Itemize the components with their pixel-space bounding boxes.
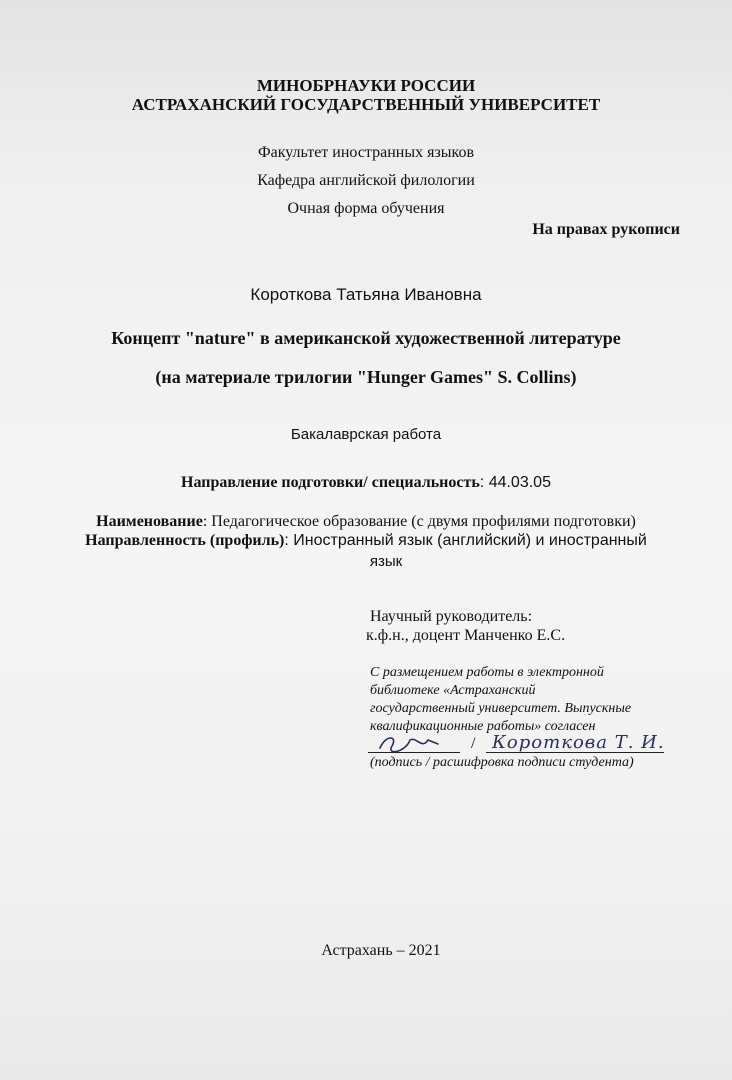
consent-line4: квалификационные работы» согласен	[370, 719, 596, 734]
department-line: Кафедра английской филологии	[257, 172, 475, 189]
specialty-value: : 44.03.05	[479, 474, 551, 491]
signature-caption: (подпись / расшифровка подписи студента)	[370, 755, 634, 770]
specialty-line	[0, 474, 732, 492]
ministry-heading: МИНОБРНАУКИ РОССИИ	[256, 76, 476, 95]
program-name-value: : Педагогическое образование (с двумя профилями подготовки)	[202, 513, 636, 530]
program-profile-label: Направленность (профиль)	[85, 532, 285, 549]
supervisor-label: Научный руководитель:	[370, 608, 533, 625]
faculty-line: Факультет иностранных языков	[257, 144, 475, 161]
city-year: Астрахань – 2021	[321, 942, 441, 959]
study-form-line: Очная форма обучения	[287, 200, 445, 217]
thesis-title-line2: (на материале трилогии "Hunger Games" S. Collins)	[155, 367, 577, 387]
thesis-title-line1: Концепт "nature" в американской художественной литературе	[111, 328, 621, 348]
program-profile-value: : Иностранный язык (английский) и иностранный	[284, 532, 647, 549]
program-profile-continuation: язык	[369, 553, 403, 570]
work-type: Бакалаврская работа	[290, 426, 442, 443]
supervisor-value: к.ф.н., доцент Манченко Е.С.	[366, 627, 566, 644]
university-heading: АСТРАХАНСКИЙ ГОСУДАРСТВЕННЫЙ УНИВЕРСИТЕТ	[131, 95, 601, 114]
consent-line1: С размещением работы в электронной	[370, 665, 604, 680]
program-name-label: Наименование	[96, 513, 203, 530]
consent-line3: государственный университет. Выпускные	[370, 701, 632, 716]
consent-line2: библиотеке «Астраханский	[370, 683, 536, 698]
program-name-line	[0, 513, 732, 531]
signature-row	[368, 732, 668, 756]
signature-scribble	[376, 732, 446, 756]
author-name: Короткова Татьяна Ивановна	[250, 285, 482, 304]
handwritten-name: Короткова Т. И.	[492, 732, 665, 753]
program-profile-line	[0, 532, 732, 550]
manuscript-note: На правах рукописи	[532, 221, 680, 238]
signature-separator: /	[471, 735, 476, 752]
specialty-label: Направление подготовки/ специальность	[181, 474, 480, 491]
